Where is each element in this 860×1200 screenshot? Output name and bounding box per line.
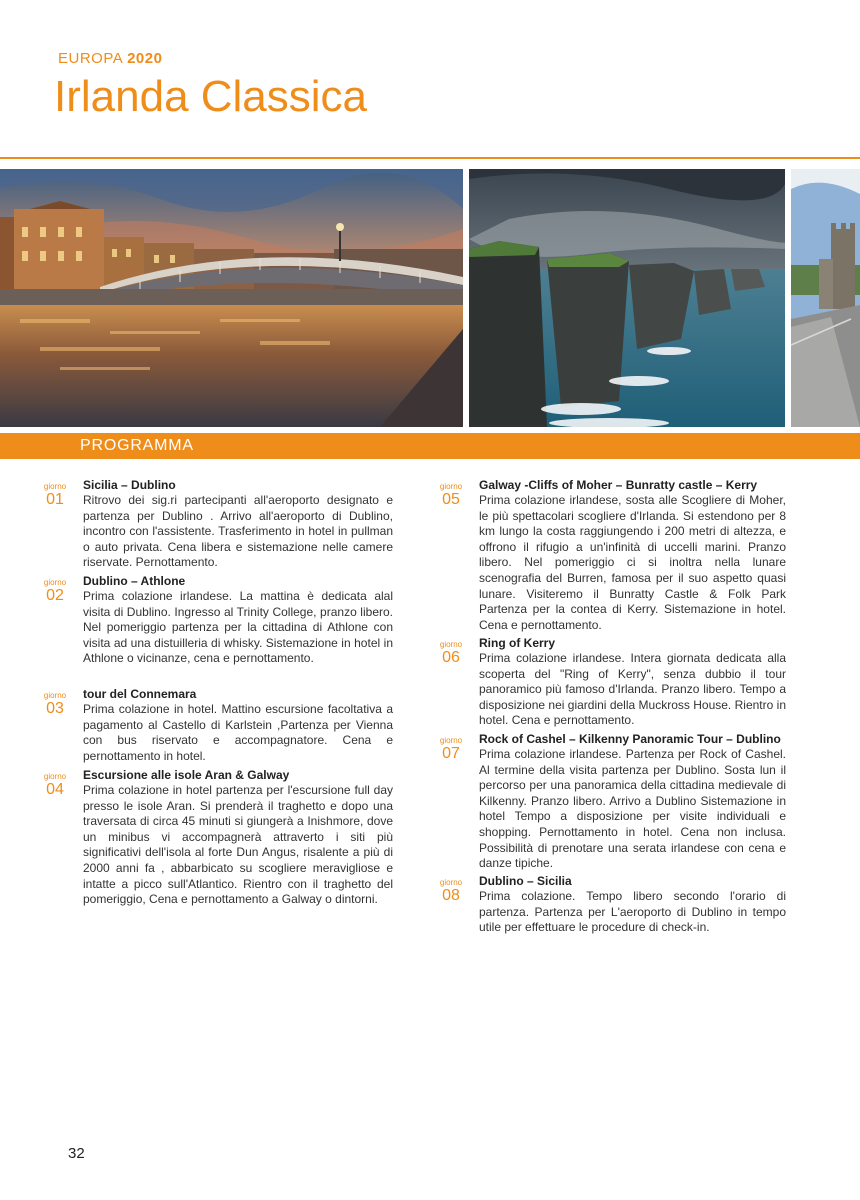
day-marker (434, 736, 468, 763)
day-marker (434, 878, 468, 905)
day-block (38, 768, 393, 908)
day-marker (434, 640, 468, 667)
day-label: giorno (439, 640, 463, 649)
photo-castle-road (791, 169, 860, 427)
day-label: giorno (43, 691, 67, 700)
photo-cliffs-of-moher (469, 169, 785, 427)
day-label: giorno (439, 736, 463, 745)
day-text: Prima colazione irlandese. La mattina è dedicata alal visita di Dublino. Ingresso al Trinity College, pranzo libero. Nel pomeriggio partenza per la cittadina di Athlone con visita ad una distuilleria di whisky. Sistemazione in hotel in Athlone o vicinanze, cena e pernottamento. (83, 589, 393, 666)
day-marker (38, 772, 72, 799)
day-number: 07 (442, 745, 460, 762)
day-title: Escursione alle isole Aran & Galway (83, 768, 290, 782)
page-number: 32 (68, 1145, 85, 1162)
day-title: Rock of Cashel – Kilkenny Panoramic Tour – Dublino (479, 732, 781, 746)
day-block (38, 478, 393, 574)
day-label: giorno (43, 482, 67, 491)
photo-dublin-bridge (0, 169, 463, 427)
day-number: 03 (46, 700, 64, 717)
day-marker (38, 578, 72, 605)
day-number: 08 (442, 887, 460, 904)
itinerary-column-left (38, 478, 393, 908)
day-title: Ring of Kerry (479, 636, 556, 650)
day-block (434, 478, 786, 636)
day-label: giorno (439, 878, 463, 887)
day-marker (434, 482, 468, 509)
day-title: Sicilia – Dublino (83, 478, 176, 492)
day-number: 05 (442, 491, 460, 508)
brochure-section-label (58, 50, 162, 67)
page-title: Irlanda Classica (54, 72, 368, 121)
day-title: Dublino – Sicilia (479, 874, 572, 888)
day-block (434, 636, 786, 732)
day-title: Galway -Cliffs of Moher – Bunratty castle – Kerry (479, 478, 758, 492)
day-label: giorno (43, 772, 67, 781)
programma-band (0, 433, 860, 459)
day-marker (38, 691, 72, 718)
day-text: Prima colazione in hotel partenza per l'escursione full day presso le isole Aran. Si prenderà il traghetto e dopo una traversata di circa 45 minuti si giungerà a Inishmore, dove un minibus vi accompagnerà attraverto i siti più significativi dell'isola al forte Dun Angus, risalente a più di 2000 anni fa , abbarbicato su scogliere meravigliose e intatte a picco sull'Atlantico. Rientro con il traghetto del pomeriggio, Cena e pernottamento a Galway o dintorni. (83, 783, 393, 907)
day-marker (38, 482, 72, 509)
day-number: 04 (46, 781, 64, 798)
day-number: 01 (46, 491, 64, 508)
day-label: giorno (43, 578, 67, 587)
header-divider (0, 157, 860, 159)
day-title: tour del Connemara (83, 687, 197, 701)
day-text: Prima colazione. Tempo libero secondo l'orario di partenza. Partenza per L'aeroporto di Dublino in tempo utile per effettuare le procedure di check-in. (479, 889, 786, 935)
year-label: 2020 (127, 50, 163, 67)
itinerary-column-right (434, 478, 786, 936)
day-text: Prima colazione irlandese. Partenza per Rock of Cashel. Al termine della visita partenza per Dublino. Sosta lun il percorso per una panoramica della cittadina medievale di Kilkenny. Pranzo libero. Arrivo a Dublino Sistemazione in hotel Tempo a disposizione per visite individuali e shopping. Pernottamento in hotel. Cena non inclusa. Possibilità di prenotare una serata irlandese con cena e danze tipiche. (479, 747, 786, 871)
day-label: giorno (439, 482, 463, 491)
day-text: Prima colazione irlandese. Intera giornata dedicata alla scoperta del "Ring of Kerry", senza dubbio il tour panoramico più famoso d'Irlanda. Pranzo libero. Tempo a disposizione nei giardini della Muckross House. Rientro in hotel. Cena e pernottamento. (479, 651, 786, 728)
day-block (38, 687, 393, 768)
day-block (38, 574, 393, 687)
day-block (434, 732, 786, 874)
region-label: EUROPA (58, 50, 123, 67)
day-number: 02 (46, 587, 64, 604)
day-number: 06 (442, 649, 460, 666)
day-block (434, 874, 786, 936)
day-text: Ritrovo dei sig.ri partecipanti all'aeroporto designato e partenza per Dublino . Arrivo all'aeroporto di Dublino, incontro con l'assistente. Trasferimento in hotel in pullman o auto privata. Cena libera e sistemazione nelle camere riservate. Pernottamento. (83, 493, 393, 570)
day-title: Dublino – Athlone (83, 574, 186, 588)
day-text: Prima colazione in hotel. Mattino escursione facoltativa a pagamento al Castello di Karlstein ,Partenza per Vienna con bus riservato e accompagnatore. Cena e pernottamento in hotel. (83, 702, 393, 763)
day-text: Prima colazione irlandese, sosta alle Scogliere di Moher, le più spettacolari scogliere d'Irlanda. Si estendono per 8 km lungo la costa raggiungendo i 200 metri di altezza, e offrono il rifugio a un'infinità di uccelli marini. Pranzo libero. Nel pomeriggio ci si inoltra nella lunare scenografia del Burren, famosa per il suo aspetto quasi lunare. Visiteremo il Bunratty Castle & Folk Park Partenza per la contea di Kerry. Sistemazione in hotel. Cena e pernottamento. (479, 493, 786, 632)
programma-heading: PROGRAMMA (80, 437, 194, 454)
